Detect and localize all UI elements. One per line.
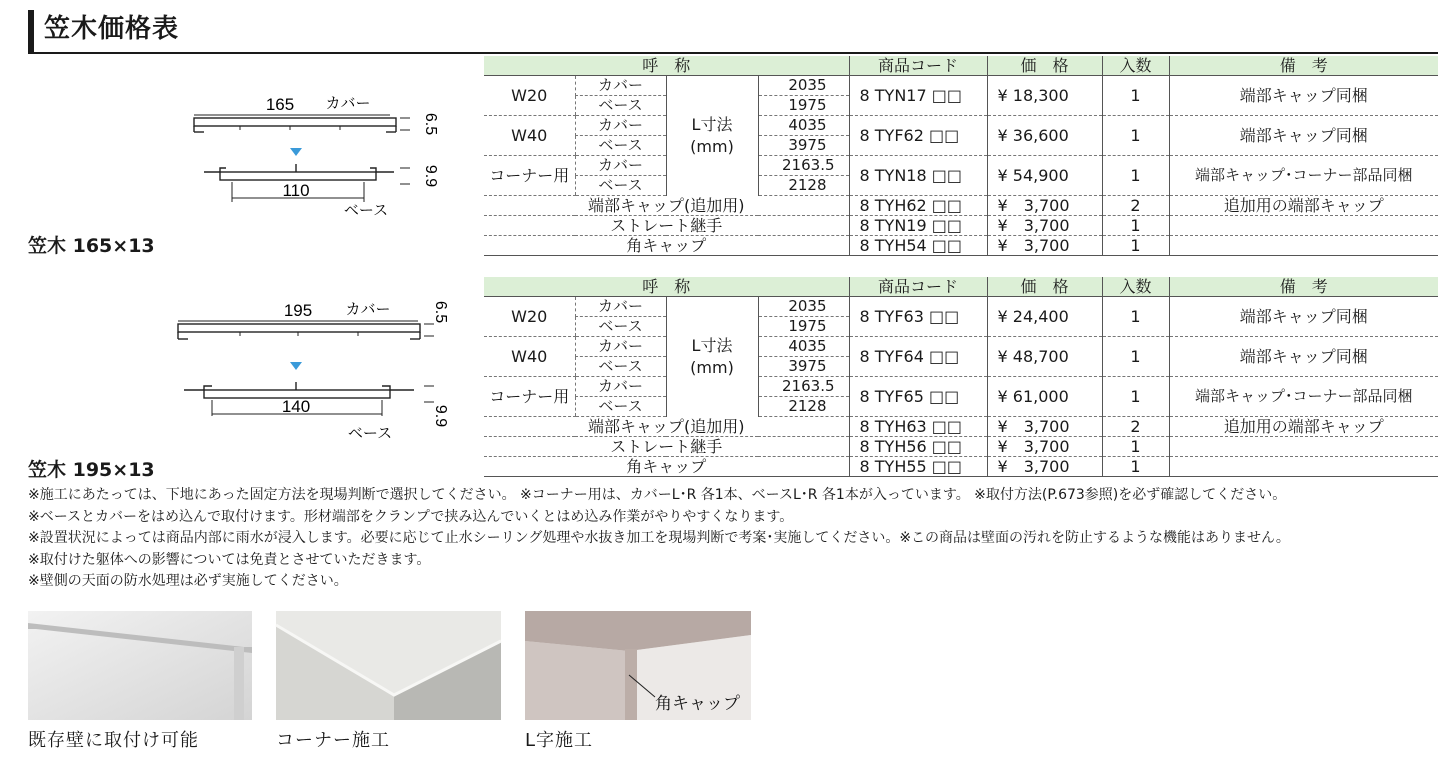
section-label-165: 笠木 165×13 bbox=[28, 235, 155, 257]
part-base: ベース bbox=[575, 176, 666, 196]
profile-diagram-195 bbox=[170, 292, 449, 442]
table-row bbox=[484, 297, 1438, 317]
quantity: 1 bbox=[1102, 156, 1169, 196]
note bbox=[1169, 216, 1438, 236]
part-base: ベース bbox=[575, 357, 666, 377]
length-base: 2128 bbox=[758, 397, 849, 417]
quantity: 1 bbox=[1102, 377, 1169, 417]
table-row bbox=[484, 377, 1438, 397]
note-line: ※施工にあたっては、下地にあった固定方法を現場判断で選択してください。 ※コーナー用は、カバーL･R 各1本、ベースL･R 各1本が入っています。 ※取付方法(P.673参照)を必ず確認してください。 bbox=[28, 487, 1287, 503]
part-cover: カバー bbox=[575, 377, 666, 397]
header-note: 備 考 bbox=[1169, 56, 1438, 76]
notes-block bbox=[28, 485, 1290, 593]
profile-diagram-165 bbox=[180, 88, 440, 223]
caption-corner: コーナー施工 bbox=[276, 730, 390, 751]
quantity: 1 bbox=[1102, 437, 1169, 457]
type-cell: W20 bbox=[484, 76, 575, 116]
corner-cap-callout: 角キャップ bbox=[655, 694, 740, 714]
quantity: 1 bbox=[1102, 457, 1169, 477]
header-name: 呼 称 bbox=[484, 56, 849, 76]
product-code: 8 TYH55 □□ bbox=[849, 457, 987, 477]
note-line: ※ベースとカバーをはめ込んで取付けます。形材端部をクランプで挟み込んでいくとはめ込み作業がやりやすくなります。 bbox=[28, 508, 794, 525]
product-code: 8 TYF65 □□ bbox=[849, 377, 987, 417]
length-base: 1975 bbox=[758, 317, 849, 337]
cover-label: カバー bbox=[345, 300, 391, 318]
price: ¥ 24,400 bbox=[987, 297, 1102, 337]
length-base: 1975 bbox=[758, 96, 849, 116]
length-base: 2128 bbox=[758, 176, 849, 196]
accessory-name: 端部キャップ(追加用) bbox=[484, 417, 849, 437]
price-table-195 bbox=[484, 277, 1438, 477]
quantity: 2 bbox=[1102, 196, 1169, 216]
dim-width-bottom: 110 bbox=[282, 181, 310, 200]
dim-height-top: 6.5 bbox=[432, 300, 449, 324]
header-price: 価 格 bbox=[987, 56, 1102, 76]
type-cell: コーナー用 bbox=[484, 156, 575, 196]
dim-height-bottom: 9.9 bbox=[432, 404, 449, 428]
table-row bbox=[484, 216, 1438, 236]
product-code: 8 TYF64 □□ bbox=[849, 337, 987, 377]
table-row bbox=[484, 457, 1438, 477]
price: ¥ 36,600 bbox=[987, 116, 1102, 156]
quantity: 1 bbox=[1102, 337, 1169, 377]
price: ¥ 18,300 bbox=[987, 76, 1102, 116]
length-label: L寸法 bbox=[691, 335, 733, 355]
photo-l-shape bbox=[525, 611, 751, 720]
dim-width-top: 165 bbox=[265, 95, 295, 114]
part-cover: カバー bbox=[575, 297, 666, 317]
base-label: ベース bbox=[343, 201, 389, 219]
accessory-name: 角キャップ bbox=[484, 457, 849, 477]
price: ¥ 3,700 bbox=[987, 196, 1102, 216]
caption-existing-wall: 既存壁に取付け可能 bbox=[28, 730, 199, 751]
length-unit: (mm) bbox=[690, 136, 734, 156]
header-qty: 入数 bbox=[1102, 56, 1169, 76]
photo-corner bbox=[276, 611, 501, 720]
part-base: ベース bbox=[575, 397, 666, 417]
length-label-cell bbox=[666, 297, 758, 417]
accessory-name: 端部キャップ(追加用) bbox=[484, 196, 849, 216]
length-cover: 2035 bbox=[758, 76, 849, 96]
title-accent-bar bbox=[28, 10, 34, 52]
dim-height-top: 6.5 bbox=[422, 112, 439, 136]
product-code: 8 TYH62 □□ bbox=[849, 196, 987, 216]
accessory-name: ストレート継手 bbox=[484, 216, 849, 236]
page-title: 笠木価格表 bbox=[44, 14, 180, 44]
note: 端部キャップ同梱 bbox=[1169, 297, 1438, 337]
note: 端部キャップ･コーナー部品同梱 bbox=[1169, 156, 1438, 196]
quantity: 1 bbox=[1102, 297, 1169, 337]
length-cover: 4035 bbox=[758, 337, 849, 357]
table-row bbox=[484, 76, 1438, 96]
price: ¥ 3,700 bbox=[987, 417, 1102, 437]
product-code: 8 TYF63 □□ bbox=[849, 297, 987, 337]
note: 端部キャップ･コーナー部品同梱 bbox=[1169, 377, 1438, 417]
quantity: 1 bbox=[1102, 76, 1169, 116]
note-line: ※設置状況によっては商品内部に雨水が浸入します。必要に応じて止水シーリング処理や水抜き加工を現場判断で考案･実施してください。※この商品は壁面の汚れを防止するような機能はありません。 bbox=[28, 530, 1290, 546]
length-cover: 2163.5 bbox=[758, 156, 849, 176]
part-cover: カバー bbox=[575, 116, 666, 136]
quantity: 1 bbox=[1102, 236, 1169, 256]
title-divider bbox=[28, 52, 1438, 54]
part-cover: カバー bbox=[575, 76, 666, 96]
type-cell: W40 bbox=[484, 337, 575, 377]
quantity: 1 bbox=[1102, 116, 1169, 156]
accessory-name: 角キャップ bbox=[484, 236, 849, 256]
product-code: 8 TYH63 □□ bbox=[849, 417, 987, 437]
table-row bbox=[484, 196, 1438, 216]
arrow-down-icon bbox=[290, 362, 302, 370]
part-base: ベース bbox=[575, 136, 666, 156]
product-code: 8 TYN18 □□ bbox=[849, 156, 987, 196]
table-row bbox=[484, 437, 1438, 457]
note bbox=[1169, 236, 1438, 256]
price: ¥ 61,000 bbox=[987, 377, 1102, 417]
length-label-cell bbox=[666, 76, 758, 196]
note bbox=[1169, 437, 1438, 457]
length-cover: 4035 bbox=[758, 116, 849, 136]
price: ¥ 54,900 bbox=[987, 156, 1102, 196]
section-label-195: 笠木 195×13 bbox=[28, 459, 155, 481]
price: ¥ 3,700 bbox=[987, 216, 1102, 236]
price: ¥ 3,700 bbox=[987, 236, 1102, 256]
quantity: 1 bbox=[1102, 216, 1169, 236]
length-cover: 2163.5 bbox=[758, 377, 849, 397]
note: 追加用の端部キャップ bbox=[1169, 196, 1438, 216]
header-qty: 入数 bbox=[1102, 277, 1169, 297]
type-cell: コーナー用 bbox=[484, 377, 575, 417]
table-row bbox=[484, 156, 1438, 176]
header-price: 価 格 bbox=[987, 277, 1102, 297]
product-code: 8 TYH54 □□ bbox=[849, 236, 987, 256]
note: 端部キャップ同梱 bbox=[1169, 337, 1438, 377]
cover-label: カバー bbox=[325, 94, 371, 112]
part-base: ベース bbox=[575, 317, 666, 337]
product-code: 8 TYN17 □□ bbox=[849, 76, 987, 116]
product-code: 8 TYF62 □□ bbox=[849, 116, 987, 156]
note-line: ※壁側の天面の防水処理は必ず実施してください。 bbox=[28, 573, 348, 589]
price-table-165 bbox=[484, 56, 1438, 256]
note bbox=[1169, 457, 1438, 477]
header-note: 備 考 bbox=[1169, 277, 1438, 297]
length-label: L寸法 bbox=[691, 114, 733, 134]
dim-height-bottom: 9.9 bbox=[422, 164, 439, 188]
note: 端部キャップ同梱 bbox=[1169, 116, 1438, 156]
base-label: ベース bbox=[347, 424, 393, 442]
note: 端部キャップ同梱 bbox=[1169, 76, 1438, 116]
price: ¥ 3,700 bbox=[987, 437, 1102, 457]
price: ¥ 3,700 bbox=[987, 457, 1102, 477]
header-code: 商品コード bbox=[849, 277, 987, 297]
length-unit: (mm) bbox=[690, 357, 734, 377]
length-cover: 2035 bbox=[758, 297, 849, 317]
quantity: 2 bbox=[1102, 417, 1169, 437]
photo-existing-wall bbox=[28, 611, 252, 720]
type-cell: W40 bbox=[484, 116, 575, 156]
part-cover: カバー bbox=[575, 156, 666, 176]
length-base: 3975 bbox=[758, 357, 849, 377]
part-cover: カバー bbox=[575, 337, 666, 357]
table-row bbox=[484, 337, 1438, 357]
header-code: 商品コード bbox=[849, 56, 987, 76]
part-base: ベース bbox=[575, 96, 666, 116]
note: 追加用の端部キャップ bbox=[1169, 417, 1438, 437]
price: ¥ 48,700 bbox=[987, 337, 1102, 377]
table-row bbox=[484, 417, 1438, 437]
product-code: 8 TYN19 □□ bbox=[849, 216, 987, 236]
type-cell: W20 bbox=[484, 297, 575, 337]
table-row bbox=[484, 116, 1438, 136]
note-line: ※取付けた躯体への影響については免責とさせていただきます。 bbox=[28, 551, 431, 568]
table-row bbox=[484, 236, 1438, 256]
dim-width-bottom: 140 bbox=[281, 397, 311, 416]
arrow-down-icon bbox=[290, 148, 302, 156]
product-code: 8 TYH56 □□ bbox=[849, 437, 987, 457]
header-name: 呼 称 bbox=[484, 277, 849, 297]
caption-l-shape: L字施工 bbox=[525, 730, 594, 751]
length-base: 3975 bbox=[758, 136, 849, 156]
accessory-name: ストレート継手 bbox=[484, 437, 849, 457]
dim-width-top: 195 bbox=[283, 301, 313, 320]
